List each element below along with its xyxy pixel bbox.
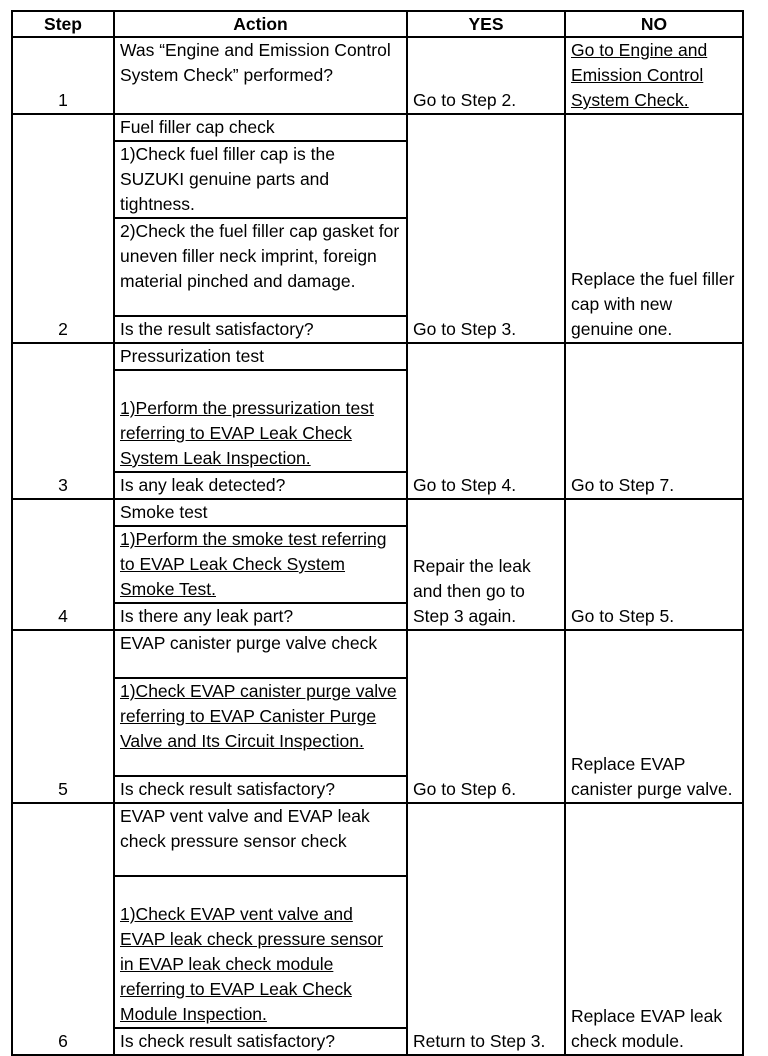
procedure-link[interactable]: 1)Check EVAP vent valve and EVAP leak check pressure sensor in EVAP leak check module referring to EVAP Leak Check Module Inspection. [120,904,383,1024]
yes-result: Go to Step 6. [407,630,565,803]
no-result: Replace the fuel filler cap with new genuine one. [565,114,743,343]
procedure-link[interactable]: 1)Perform the pressurization test referring to EVAP Leak Check System Leak Inspection. [120,398,374,468]
yes-result: Go to Step 4. [407,343,565,499]
no-result: Go to Step 5. [565,499,743,630]
table-row [12,630,743,678]
action-text: Was “Engine and Emission Control System Check” performed? [114,37,407,114]
yes-result: Go to Step 2. [407,37,565,114]
action-question: Is check result satisfactory? [114,1028,407,1055]
action-question: Is check result satisfactory? [114,776,407,803]
step-number: 1 [12,37,114,114]
action-question: Is the result satisfactory? [114,316,407,343]
procedure-link[interactable]: 1)Check EVAP canister purge valve referring to EVAP Canister Purge Valve and Its Circuit Inspection. [120,681,397,751]
action-text: Pressurization test [114,343,407,370]
header-yes: YES [407,11,565,37]
no-result: Replace EVAP leak check module. [565,803,743,1055]
step-number: 4 [12,499,114,630]
table-row [12,343,743,370]
table-row [12,37,743,114]
diagnostic-document [11,10,742,1051]
table-row [12,499,743,526]
step-number: 5 [12,630,114,803]
action-text: Smoke test [114,499,407,526]
step-number: 6 [12,803,114,1055]
table-row [12,114,743,141]
header-no: NO [565,11,743,37]
yes-result: Go to Step 3. [407,114,565,343]
action-text: 1)Check fuel filler cap is the SUZUKI genuine parts and tightness. [114,141,407,218]
no-result: Replace EVAP canister purge valve. [565,630,743,803]
header-row [12,11,743,37]
no-result: Go to Step 7. [565,343,743,499]
action-text: Fuel filler cap check [114,114,407,141]
action-text: EVAP vent valve and EVAP leak check pressure sensor check [114,803,407,876]
procedure-link[interactable]: 1)Perform the smoke test referring to EVAP Leak Check System Smoke Test. [120,529,387,599]
action-question: Is any leak detected? [114,472,407,499]
diagnostic-table [11,10,744,1056]
yes-result: Repair the leak and then go to Step 3 again. [407,499,565,630]
action-text: 2)Check the fuel filler cap gasket for uneven filler neck imprint, foreign material pinched and damage. [114,218,407,316]
action-text: EVAP canister purge valve check [114,630,407,678]
header-step: Step [12,11,114,37]
step-number: 2 [12,114,114,343]
step-number: 3 [12,343,114,499]
table-row [12,803,743,876]
header-action: Action [114,11,407,37]
yes-result: Return to Step 3. [407,803,565,1055]
action-question: Is there any leak part? [114,603,407,630]
no-link[interactable]: Go to Engine and Emission Control System Check. [565,37,743,114]
